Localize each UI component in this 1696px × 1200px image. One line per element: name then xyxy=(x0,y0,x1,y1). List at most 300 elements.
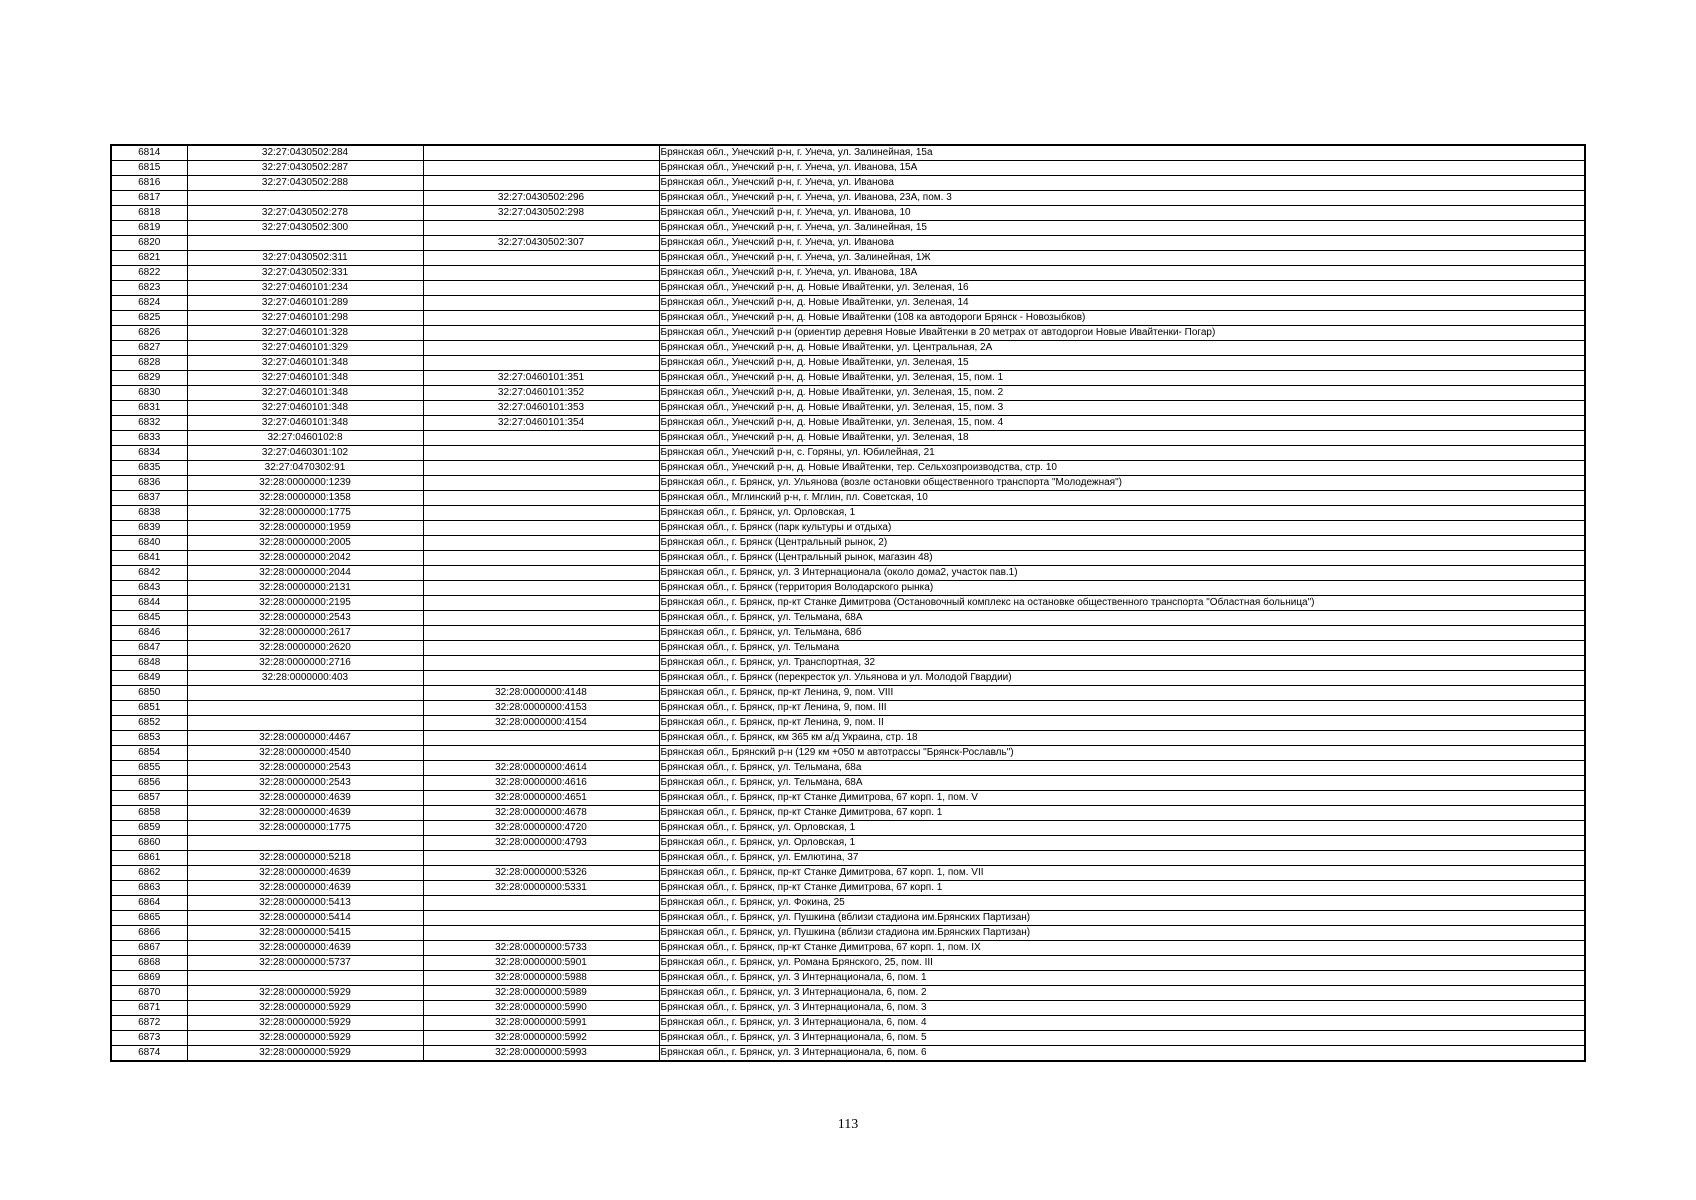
address-cell: Брянская обл., Унечский р-н, г. Унеча, ул. Иванова, 23А, пом. 3 xyxy=(659,191,1585,206)
cadastral-number-cell: 32:28:0000000:1239 xyxy=(187,476,423,491)
cadastral-number-cell: 32:28:0000000:2195 xyxy=(187,596,423,611)
address-cell: Брянская обл., Унечский р-н (ориентир деревня Новые Ивайтенки в 20 метрах от автодоргои Новые Ивайтенки- Погар) xyxy=(659,326,1585,341)
table-row xyxy=(111,686,1585,701)
table-row xyxy=(111,851,1585,866)
sub-cadastral-number-cell xyxy=(423,551,659,566)
address-cell: Брянская обл., Мглинский р-н, г. Мглин, пл. Советская, 10 xyxy=(659,491,1585,506)
cadastral-number-cell: 32:28:0000000:1959 xyxy=(187,521,423,536)
cadastral-number-cell: 32:28:0000000:2716 xyxy=(187,656,423,671)
sub-cadastral-number-cell xyxy=(423,506,659,521)
table-row xyxy=(111,281,1585,296)
table-row xyxy=(111,626,1585,641)
row-number-cell: 6856 xyxy=(111,776,187,791)
address-cell: Брянская обл., Унечский р-н, д. Новые Ивайтенки, ул. Зеленая, 15, пом. 1 xyxy=(659,371,1585,386)
address-cell: Брянская обл., Унечский р-н, г. Унеча, ул. Иванова xyxy=(659,236,1585,251)
cadastral-number-cell: 32:27:0430502:278 xyxy=(187,206,423,221)
address-cell: Брянская обл., г. Брянск (перекресток ул. Ульянова и ул. Молодой Гвардии) xyxy=(659,671,1585,686)
row-number-cell: 6872 xyxy=(111,1016,187,1031)
sub-cadastral-number-cell xyxy=(423,145,659,161)
cadastral-number-cell: 32:27:0430502:300 xyxy=(187,221,423,236)
sub-cadastral-number-cell: 32:28:0000000:5733 xyxy=(423,941,659,956)
row-number-cell: 6873 xyxy=(111,1031,187,1046)
address-cell: Брянская обл., г. Брянск, ул. Орловская, 1 xyxy=(659,506,1585,521)
table-row xyxy=(111,401,1585,416)
table-row xyxy=(111,191,1585,206)
cadastral-number-cell: 32:27:0460102:8 xyxy=(187,431,423,446)
address-cell: Брянская обл., г. Брянск, пр-кт Ленина, 9, пом. VIII xyxy=(659,686,1585,701)
sub-cadastral-number-cell xyxy=(423,326,659,341)
sub-cadastral-number-cell xyxy=(423,911,659,926)
row-number-cell: 6820 xyxy=(111,236,187,251)
cadastral-number-cell: 32:28:0000000:5414 xyxy=(187,911,423,926)
row-number-cell: 6863 xyxy=(111,881,187,896)
row-number-cell: 6834 xyxy=(111,446,187,461)
table-row xyxy=(111,221,1585,236)
row-number-cell: 6857 xyxy=(111,791,187,806)
table-row xyxy=(111,656,1585,671)
cadastral-number-cell: 32:28:0000000:4467 xyxy=(187,731,423,746)
address-cell: Брянская обл., г. Брянск, ул. Орловская, 1 xyxy=(659,821,1585,836)
table-row xyxy=(111,266,1585,281)
table-row xyxy=(111,521,1585,536)
address-cell: Брянская обл., г. Брянск, ул. Тельмана xyxy=(659,641,1585,656)
cadastral-number-cell: 32:28:0000000:2620 xyxy=(187,641,423,656)
sub-cadastral-number-cell xyxy=(423,896,659,911)
cadastral-number-cell: 32:27:0460101:348 xyxy=(187,416,423,431)
sub-cadastral-number-cell: 32:28:0000000:4678 xyxy=(423,806,659,821)
row-number-cell: 6845 xyxy=(111,611,187,626)
address-cell: Брянская обл., Унечский р-н, г. Унеча, ул. Залинейная, 15а xyxy=(659,145,1585,161)
address-cell: Брянская обл., Унечский р-н, д. Новые Ивайтенки, ул. Центральная, 2А xyxy=(659,341,1585,356)
row-number-cell: 6848 xyxy=(111,656,187,671)
row-number-cell: 6824 xyxy=(111,296,187,311)
row-number-cell: 6874 xyxy=(111,1046,187,1062)
row-number-cell: 6815 xyxy=(111,161,187,176)
row-number-cell: 6847 xyxy=(111,641,187,656)
table-row xyxy=(111,371,1585,386)
row-number-cell: 6841 xyxy=(111,551,187,566)
cadastral-number-cell: 32:27:0460101:234 xyxy=(187,281,423,296)
address-cell: Брянская обл., г. Брянск, ул. Тельмана, 68б xyxy=(659,626,1585,641)
table-row xyxy=(111,896,1585,911)
table-row xyxy=(111,611,1585,626)
table-row xyxy=(111,206,1585,221)
row-number-cell: 6829 xyxy=(111,371,187,386)
sub-cadastral-number-cell xyxy=(423,296,659,311)
sub-cadastral-number-cell xyxy=(423,266,659,281)
address-cell: Брянская обл., Брянский р-н (129 км +050 м автотрассы "Брянск-Рославль") xyxy=(659,746,1585,761)
row-number-cell: 6828 xyxy=(111,356,187,371)
row-number-cell: 6846 xyxy=(111,626,187,641)
cadastral-number-cell: 32:27:0430502:287 xyxy=(187,161,423,176)
table-row xyxy=(111,251,1585,266)
table-row xyxy=(111,746,1585,761)
cadastral-number-cell: 32:27:0430502:288 xyxy=(187,176,423,191)
row-number-cell: 6862 xyxy=(111,866,187,881)
row-number-cell: 6823 xyxy=(111,281,187,296)
row-number-cell: 6840 xyxy=(111,536,187,551)
address-cell: Брянская обл., г. Брянск, ул. 3 Интернационала, 6, пом. 4 xyxy=(659,1016,1585,1031)
address-cell: Брянская обл., Унечский р-н, г. Унеча, ул. Залинейная, 1Ж xyxy=(659,251,1585,266)
cadastral-number-cell: 32:27:0460101:289 xyxy=(187,296,423,311)
cadastral-number-cell: 32:28:0000000:2543 xyxy=(187,776,423,791)
cadastral-number-cell: 32:27:0430502:331 xyxy=(187,266,423,281)
address-cell: Брянская обл., Унечский р-н, д. Новые Ивайтенки, ул. Зеленая, 15, пом. 2 xyxy=(659,386,1585,401)
address-cell: Брянская обл., г. Брянск, ул. 3 Интернационала, 6, пом. 2 xyxy=(659,986,1585,1001)
table-row xyxy=(111,1001,1585,1016)
address-cell: Брянская обл., Унечский р-н, г. Унеча, ул. Иванова xyxy=(659,176,1585,191)
cadastral-number-cell xyxy=(187,701,423,716)
row-number-cell: 6866 xyxy=(111,926,187,941)
sub-cadastral-number-cell xyxy=(423,926,659,941)
table-row xyxy=(111,971,1585,986)
cadastral-number-cell: 32:27:0470302:91 xyxy=(187,461,423,476)
sub-cadastral-number-cell: 32:28:0000000:4148 xyxy=(423,686,659,701)
row-number-cell: 6827 xyxy=(111,341,187,356)
table-row xyxy=(111,881,1585,896)
address-cell: Брянская обл., Унечский р-н, д. Новые Ивайтенки, ул. Зеленая, 14 xyxy=(659,296,1585,311)
sub-cadastral-number-cell xyxy=(423,461,659,476)
sub-cadastral-number-cell: 32:27:0460101:352 xyxy=(423,386,659,401)
cadastral-number-cell: 32:28:0000000:2617 xyxy=(187,626,423,641)
cadastral-number-cell: 32:27:0460101:348 xyxy=(187,401,423,416)
row-number-cell: 6859 xyxy=(111,821,187,836)
sub-cadastral-number-cell: 32:28:0000000:5326 xyxy=(423,866,659,881)
row-number-cell: 6833 xyxy=(111,431,187,446)
row-number-cell: 6832 xyxy=(111,416,187,431)
address-cell: Брянская обл., г. Брянск, пр-кт Станке Димитрова, 67 корп. 1, пом. IX xyxy=(659,941,1585,956)
sub-cadastral-number-cell: 32:28:0000000:4614 xyxy=(423,761,659,776)
row-number-cell: 6869 xyxy=(111,971,187,986)
table-row xyxy=(111,551,1585,566)
address-cell: Брянская обл., Унечский р-н, д. Новые Ивайтенки, ул. Зеленая, 16 xyxy=(659,281,1585,296)
row-number-cell: 6851 xyxy=(111,701,187,716)
sub-cadastral-number-cell: 32:27:0460101:351 xyxy=(423,371,659,386)
cadastral-registry-table xyxy=(110,144,1586,1062)
table-row xyxy=(111,161,1585,176)
table-row xyxy=(111,1016,1585,1031)
table-row xyxy=(111,776,1585,791)
row-number-cell: 6867 xyxy=(111,941,187,956)
address-cell: Брянская обл., г. Брянск, пр-кт Ленина, 9, пом. III xyxy=(659,701,1585,716)
address-cell: Брянская обл., г. Брянск (Центральный рынок, 2) xyxy=(659,536,1585,551)
row-number-cell: 6837 xyxy=(111,491,187,506)
sub-cadastral-number-cell xyxy=(423,746,659,761)
sub-cadastral-number-cell: 32:28:0000000:4793 xyxy=(423,836,659,851)
row-number-cell: 6858 xyxy=(111,806,187,821)
table-row xyxy=(111,145,1585,161)
sub-cadastral-number-cell xyxy=(423,341,659,356)
sub-cadastral-number-cell: 32:27:0460101:353 xyxy=(423,401,659,416)
sub-cadastral-number-cell xyxy=(423,611,659,626)
address-cell: Брянская обл., Унечский р-н, д. Новые Ивайтенки (108 ка автодороги Брянск - Новозыбков) xyxy=(659,311,1585,326)
cadastral-number-cell: 32:28:0000000:5415 xyxy=(187,926,423,941)
sub-cadastral-number-cell xyxy=(423,161,659,176)
sub-cadastral-number-cell: 32:28:0000000:5901 xyxy=(423,956,659,971)
row-number-cell: 6817 xyxy=(111,191,187,206)
table-row xyxy=(111,986,1585,1001)
table-row xyxy=(111,311,1585,326)
cadastral-number-cell: 32:28:0000000:1775 xyxy=(187,506,423,521)
sub-cadastral-number-cell xyxy=(423,356,659,371)
sub-cadastral-number-cell xyxy=(423,281,659,296)
row-number-cell: 6819 xyxy=(111,221,187,236)
cadastral-number-cell: 32:27:0460301:102 xyxy=(187,446,423,461)
address-cell: Брянская обл., Унечский р-н, г. Унеча, ул. Иванова, 15А xyxy=(659,161,1585,176)
address-cell: Брянская обл., г. Брянск, ул. Тельмана, 68а xyxy=(659,761,1585,776)
sub-cadastral-number-cell: 32:28:0000000:5990 xyxy=(423,1001,659,1016)
cadastral-number-cell: 32:28:0000000:5218 xyxy=(187,851,423,866)
cadastral-number-cell: 32:28:0000000:4639 xyxy=(187,791,423,806)
address-cell: Брянская обл., г. Брянск, ул. Фокина, 25 xyxy=(659,896,1585,911)
cadastral-number-cell: 32:28:0000000:2543 xyxy=(187,611,423,626)
cadastral-number-cell xyxy=(187,191,423,206)
cadastral-number-cell: 32:27:0460101:348 xyxy=(187,356,423,371)
table-row xyxy=(111,911,1585,926)
address-cell: Брянская обл., Унечский р-н, д. Новые Ивайтенки, ул. Зеленая, 18 xyxy=(659,431,1585,446)
table-row xyxy=(111,416,1585,431)
address-cell: Брянская обл., Унечский р-н, д. Новые Ивайтенки, тер. Сельхозпроизводства, стр. 10 xyxy=(659,461,1585,476)
table-row xyxy=(111,866,1585,881)
cadastral-number-cell: 32:28:0000000:2042 xyxy=(187,551,423,566)
row-number-cell: 6839 xyxy=(111,521,187,536)
table-row xyxy=(111,671,1585,686)
sub-cadastral-number-cell xyxy=(423,671,659,686)
sub-cadastral-number-cell: 32:28:0000000:4651 xyxy=(423,791,659,806)
address-cell: Брянская обл., Унечский р-н, г. Унеча, ул. Иванова, 18А xyxy=(659,266,1585,281)
table-row xyxy=(111,236,1585,251)
sub-cadastral-number-cell: 32:27:0430502:296 xyxy=(423,191,659,206)
table-row xyxy=(111,716,1585,731)
cadastral-number-cell: 32:28:0000000:4639 xyxy=(187,941,423,956)
sub-cadastral-number-cell xyxy=(423,641,659,656)
cadastral-number-cell: 32:28:0000000:4639 xyxy=(187,866,423,881)
sub-cadastral-number-cell xyxy=(423,731,659,746)
sub-cadastral-number-cell xyxy=(423,446,659,461)
sub-cadastral-number-cell: 32:28:0000000:4154 xyxy=(423,716,659,731)
address-cell: Брянская обл., г. Брянск, ул. 3 Интернационала, 6, пом. 3 xyxy=(659,1001,1585,1016)
address-cell: Брянская обл., г. Брянск, пр-кт Станке Димитрова (Остановочный комплекс на остановке общественного транспорта "Областная больница") xyxy=(659,596,1585,611)
row-number-cell: 6821 xyxy=(111,251,187,266)
address-cell: Брянская обл., Унечский р-н, д. Новые Ивайтенки, ул. Зеленая, 15, пом. 4 xyxy=(659,416,1585,431)
row-number-cell: 6871 xyxy=(111,1001,187,1016)
sub-cadastral-number-cell: 32:28:0000000:4616 xyxy=(423,776,659,791)
row-number-cell: 6818 xyxy=(111,206,187,221)
sub-cadastral-number-cell xyxy=(423,221,659,236)
sub-cadastral-number-cell: 32:27:0460101:354 xyxy=(423,416,659,431)
table-row xyxy=(111,1031,1585,1046)
address-cell: Брянская обл., г. Брянск, пр-кт Станке Димитрова, 67 корп. 1, пом. V xyxy=(659,791,1585,806)
row-number-cell: 6816 xyxy=(111,176,187,191)
table-row xyxy=(111,941,1585,956)
sub-cadastral-number-cell xyxy=(423,251,659,266)
row-number-cell: 6826 xyxy=(111,326,187,341)
address-cell: Брянская обл., г. Брянск, ул. 3 Интернационала, 6, пом. 6 xyxy=(659,1046,1585,1062)
table-row xyxy=(111,581,1585,596)
cadastral-number-cell xyxy=(187,686,423,701)
row-number-cell: 6814 xyxy=(111,145,187,161)
cadastral-number-cell xyxy=(187,836,423,851)
cadastral-number-cell: 32:28:0000000:5737 xyxy=(187,956,423,971)
table-row xyxy=(111,296,1585,311)
cadastral-number-cell: 32:28:0000000:4639 xyxy=(187,806,423,821)
row-number-cell: 6844 xyxy=(111,596,187,611)
cadastral-number-cell: 32:27:0460101:329 xyxy=(187,341,423,356)
sub-cadastral-number-cell xyxy=(423,596,659,611)
sub-cadastral-number-cell: 32:27:0430502:298 xyxy=(423,206,659,221)
table-row xyxy=(111,476,1585,491)
table-row xyxy=(111,956,1585,971)
row-number-cell: 6850 xyxy=(111,686,187,701)
row-number-cell: 6822 xyxy=(111,266,187,281)
address-cell: Брянская обл., г. Брянск, пр-кт Ленина, 9, пом. II xyxy=(659,716,1585,731)
sub-cadastral-number-cell xyxy=(423,476,659,491)
cadastral-number-cell: 32:28:0000000:5413 xyxy=(187,896,423,911)
cadastral-number-cell: 32:28:0000000:2131 xyxy=(187,581,423,596)
table-row xyxy=(111,701,1585,716)
table-row xyxy=(111,446,1585,461)
row-number-cell: 6843 xyxy=(111,581,187,596)
table-row xyxy=(111,356,1585,371)
sub-cadastral-number-cell: 32:28:0000000:4153 xyxy=(423,701,659,716)
sub-cadastral-number-cell xyxy=(423,626,659,641)
sub-cadastral-number-cell xyxy=(423,851,659,866)
table-row xyxy=(111,821,1585,836)
sub-cadastral-number-cell xyxy=(423,656,659,671)
row-number-cell: 6825 xyxy=(111,311,187,326)
address-cell: Брянская обл., Унечский р-н, г. Унеча, ул. Иванова, 10 xyxy=(659,206,1585,221)
sub-cadastral-number-cell: 32:28:0000000:5988 xyxy=(423,971,659,986)
table-row xyxy=(111,536,1585,551)
sub-cadastral-number-cell xyxy=(423,431,659,446)
address-cell: Брянская обл., г. Брянск, ул. Тельмана, 68А xyxy=(659,776,1585,791)
table-row xyxy=(111,491,1585,506)
sub-cadastral-number-cell xyxy=(423,521,659,536)
address-cell: Брянская обл., г. Брянск, ул. Романа Брянского, 25, пом. III xyxy=(659,956,1585,971)
cadastral-number-cell: 32:28:0000000:5929 xyxy=(187,1031,423,1046)
cadastral-number-cell xyxy=(187,716,423,731)
sub-cadastral-number-cell xyxy=(423,491,659,506)
sub-cadastral-number-cell xyxy=(423,566,659,581)
address-cell: Брянская обл., Унечский р-н, г. Унеча, ул. Залинейная, 15 xyxy=(659,221,1585,236)
cadastral-number-cell: 32:28:0000000:2044 xyxy=(187,566,423,581)
table-row xyxy=(111,806,1585,821)
address-cell: Брянская обл., г. Брянск (Центральный рынок, магазин 48) xyxy=(659,551,1585,566)
address-cell: Брянская обл., г. Брянск (парк культуры и отдыха) xyxy=(659,521,1585,536)
sub-cadastral-number-cell: 32:28:0000000:4720 xyxy=(423,821,659,836)
cadastral-number-cell: 32:27:0460101:348 xyxy=(187,371,423,386)
sub-cadastral-number-cell: 32:28:0000000:5331 xyxy=(423,881,659,896)
sub-cadastral-number-cell: 32:28:0000000:5989 xyxy=(423,986,659,1001)
table-row xyxy=(111,326,1585,341)
address-cell: Брянская обл., Унечский р-н, с. Горяны, ул. Юбилейная, 21 xyxy=(659,446,1585,461)
cadastral-number-cell: 32:28:0000000:5929 xyxy=(187,1046,423,1062)
sub-cadastral-number-cell: 32:28:0000000:5993 xyxy=(423,1046,659,1062)
address-cell: Брянская обл., г. Брянск, ул. Орловская, 1 xyxy=(659,836,1585,851)
sub-cadastral-number-cell: 32:28:0000000:5991 xyxy=(423,1016,659,1031)
cadastral-number-cell: 32:27:0430502:284 xyxy=(187,145,423,161)
address-cell: Брянская обл., г. Брянск, ул. Ульянова (возле остановки общественного транспорта "Молодежная") xyxy=(659,476,1585,491)
cadastral-number-cell: 32:27:0460101:298 xyxy=(187,311,423,326)
table-row xyxy=(111,791,1585,806)
cadastral-number-cell: 32:28:0000000:2005 xyxy=(187,536,423,551)
cadastral-number-cell: 32:28:0000000:5929 xyxy=(187,986,423,1001)
row-number-cell: 6831 xyxy=(111,401,187,416)
cadastral-number-cell: 32:28:0000000:4639 xyxy=(187,881,423,896)
address-cell: Брянская обл., г. Брянск, ул. 3 Интернационала, 6, пом. 5 xyxy=(659,1031,1585,1046)
row-number-cell: 6835 xyxy=(111,461,187,476)
cadastral-number-cell xyxy=(187,236,423,251)
table-row xyxy=(111,641,1585,656)
address-cell: Брянская обл., г. Брянск, ул. 3 Интернационала (около дома2, участок пав.1) xyxy=(659,566,1585,581)
cadastral-number-cell: 32:28:0000000:1358 xyxy=(187,491,423,506)
table-row xyxy=(111,926,1585,941)
sub-cadastral-number-cell: 32:27:0430502:307 xyxy=(423,236,659,251)
cadastral-number-cell: 32:28:0000000:5929 xyxy=(187,1016,423,1031)
registry-table-body xyxy=(111,145,1585,1061)
address-cell: Брянская обл., г. Брянск, пр-кт Станке Димитрова, 67 корп. 1, пом. VII xyxy=(659,866,1585,881)
row-number-cell: 6860 xyxy=(111,836,187,851)
row-number-cell: 6853 xyxy=(111,731,187,746)
sub-cadastral-number-cell xyxy=(423,176,659,191)
table-row xyxy=(111,1046,1585,1062)
table-row xyxy=(111,506,1585,521)
row-number-cell: 6868 xyxy=(111,956,187,971)
sub-cadastral-number-cell xyxy=(423,536,659,551)
page-number: 113 xyxy=(837,1117,859,1132)
cadastral-number-cell: 32:27:0460101:348 xyxy=(187,386,423,401)
cadastral-number-cell: 32:28:0000000:4540 xyxy=(187,746,423,761)
address-cell: Брянская обл., г. Брянск, ул. Пушкина (вблизи стадиона им.Брянских Партизан) xyxy=(659,911,1585,926)
row-number-cell: 6852 xyxy=(111,716,187,731)
row-number-cell: 6830 xyxy=(111,386,187,401)
address-cell: Брянская обл., г. Брянск, ул. Емлютина, 37 xyxy=(659,851,1585,866)
address-cell: Брянская обл., г. Брянск, ул. Пушкина (вблизи стадиона им.Брянских Партизан) xyxy=(659,926,1585,941)
row-number-cell: 6836 xyxy=(111,476,187,491)
row-number-cell: 6849 xyxy=(111,671,187,686)
address-cell: Брянская обл., г. Брянск, пр-кт Станке Димитрова, 67 корп. 1 xyxy=(659,881,1585,896)
cadastral-number-cell: 32:28:0000000:5929 xyxy=(187,1001,423,1016)
address-cell: Брянская обл., г. Брянск (территория Володарского рынка) xyxy=(659,581,1585,596)
table-row xyxy=(111,566,1585,581)
table-row xyxy=(111,461,1585,476)
row-number-cell: 6864 xyxy=(111,896,187,911)
row-number-cell: 6838 xyxy=(111,506,187,521)
address-cell: Брянская обл., г. Брянск, пр-кт Станке Димитрова, 67 корп. 1 xyxy=(659,806,1585,821)
table-row xyxy=(111,836,1585,851)
address-cell: Брянская обл., г. Брянск, ул. Тельмана, 68А xyxy=(659,611,1585,626)
address-cell: Брянская обл., Унечский р-н, д. Новые Ивайтенки, ул. Зеленая, 15 xyxy=(659,356,1585,371)
cadastral-number-cell xyxy=(187,971,423,986)
table-row xyxy=(111,431,1585,446)
table-row xyxy=(111,341,1585,356)
cadastral-number-cell: 32:28:0000000:403 xyxy=(187,671,423,686)
cadastral-number-cell: 32:28:0000000:1775 xyxy=(187,821,423,836)
address-cell: Брянская обл., г. Брянск, ул. 3 Интернационала, 6, пом. 1 xyxy=(659,971,1585,986)
table-row xyxy=(111,596,1585,611)
table-row xyxy=(111,386,1585,401)
cadastral-number-cell: 32:28:0000000:2543 xyxy=(187,761,423,776)
row-number-cell: 6842 xyxy=(111,566,187,581)
row-number-cell: 6870 xyxy=(111,986,187,1001)
row-number-cell: 6861 xyxy=(111,851,187,866)
row-number-cell: 6865 xyxy=(111,911,187,926)
cadastral-number-cell: 32:27:0430502:311 xyxy=(187,251,423,266)
cadastral-number-cell: 32:27:0460101:328 xyxy=(187,326,423,341)
sub-cadastral-number-cell xyxy=(423,311,659,326)
table-row xyxy=(111,731,1585,746)
row-number-cell: 6855 xyxy=(111,761,187,776)
